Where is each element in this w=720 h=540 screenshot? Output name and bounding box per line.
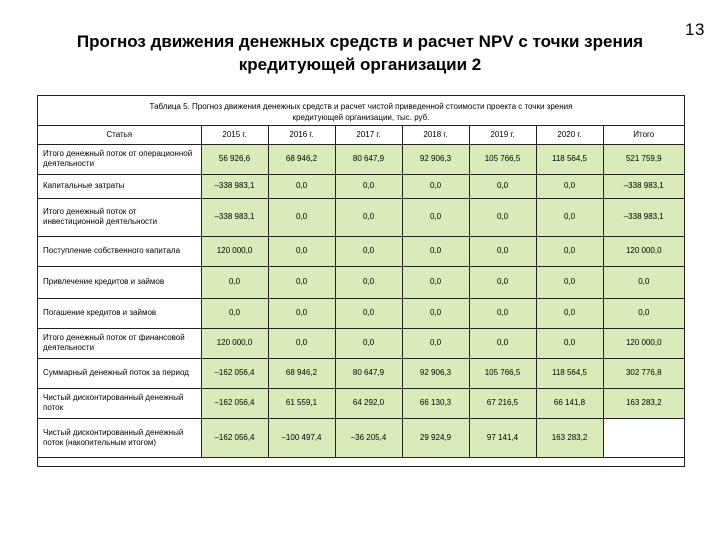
table-cell: 0,0 [402,174,469,198]
table-cell: 0,0 [469,328,536,358]
table-cell: 0,0 [268,298,335,328]
row-label: Итого денежный поток от финансовой деятельности [38,328,201,358]
table-row [38,198,684,236]
table-cell: 0,0 [268,174,335,198]
row-label: Чистый дисконтированный денежный поток (накопительным итогом) [38,418,201,457]
table-cell: 163 283,2 [603,388,684,418]
table-cell: 0,0 [268,328,335,358]
slide-title-line-1: Прогноз движения денежных средств и расчет NPV с точки зрения [76,32,644,51]
table-cell: 0,0 [335,236,402,266]
table-cell: 0,0 [402,298,469,328]
table-cell: 163 283,2 [536,418,603,457]
table-cell: 105 766,5 [469,358,536,388]
table-row [38,358,684,388]
table-cell: 92 906,3 [402,144,469,174]
table-cell: 302 776,8 [603,358,684,388]
table-cell: 0,0 [469,266,536,298]
table-cell: 0,0 [402,266,469,298]
header-cell: Статья [38,126,201,144]
header-cell: 2019 г. [469,126,536,144]
table-cell: 0,0 [536,328,603,358]
table-row [38,418,684,457]
row-label: Суммарный денежный поток за период [38,358,201,388]
table-cell: –338 983,1 [201,198,268,236]
table-cell: 80 647,9 [335,144,402,174]
table-cell: 118 564,5 [536,358,603,388]
table-cell: –100 497,4 [268,418,335,457]
table-cell: 120 000,0 [201,236,268,266]
cash-flow-table [38,126,684,458]
table-cell: 0,0 [402,198,469,236]
table-cell: 0,0 [335,174,402,198]
table-row [38,266,684,298]
table-cell: 66 141,8 [536,388,603,418]
table-cell: 120 000,0 [603,328,684,358]
row-label: Чистый дисконтированный денежный поток [38,388,201,418]
table-cell: 120 000,0 [201,328,268,358]
table-row [38,174,684,198]
table-cell: 120 000,0 [603,236,684,266]
table-cell: 0,0 [402,328,469,358]
table-cell: 0,0 [335,298,402,328]
header-cell: 2020 г. [536,126,603,144]
table-cell: 64 292,0 [335,388,402,418]
row-label: Итого денежный поток от инвестиционной деятельности [38,198,201,236]
table-body [38,144,684,457]
table-cell: 97 141,4 [469,418,536,457]
row-label: Привлечение кредитов и займов [38,266,201,298]
page-number: 13 [685,20,705,39]
cash-flow-table-frame [37,95,685,467]
table-cell: 68 946,2 [268,144,335,174]
table-cell: 0,0 [469,198,536,236]
table-cell: 0,0 [469,174,536,198]
table-cell [603,418,684,457]
table-cell: 0,0 [335,198,402,236]
table-row [38,388,684,418]
table-cell: 0,0 [268,236,335,266]
table-cell: 56 926,6 [201,144,268,174]
header-cell: 2018 г. [402,126,469,144]
table-cell: 0,0 [268,266,335,298]
table-cell: 0,0 [603,266,684,298]
table-cell: 0,0 [201,266,268,298]
table-caption-line-1: Таблица 5. Прогноз движения денежных средств и расчет чистой приведенной стоимости проекта с точки зрения [149,102,573,111]
table-cell: 0,0 [335,266,402,298]
header-cell: 2015 г. [201,126,268,144]
slide-title [40,30,680,76]
header-cell: Итого [603,126,684,144]
table-cell: –338 983,1 [603,174,684,198]
row-label: Итого денежный поток от операционной деятельности [38,144,201,174]
table-cell: 66 130,3 [402,388,469,418]
table-cell: 0,0 [536,298,603,328]
table-row [38,298,684,328]
table-cell: –162 056,4 [201,418,268,457]
table-cell: –338 983,1 [201,174,268,198]
table-cell: 118 564,5 [536,144,603,174]
table-cell: 61 559,1 [268,388,335,418]
row-label: Капитальные затраты [38,174,201,198]
table-cell: 68 946,2 [268,358,335,388]
table-cell: 80 647,9 [335,358,402,388]
table-cell: 0,0 [268,198,335,236]
table-cell: 0,0 [536,198,603,236]
header-cell: 2016 г. [268,126,335,144]
header-cell: 2017 г. [335,126,402,144]
table-cell: –162 056,4 [201,388,268,418]
table-header-row [38,126,684,144]
table-cell: 0,0 [402,236,469,266]
table-row [38,236,684,266]
table-cell: –36 205,4 [335,418,402,457]
table-cell: 0,0 [536,174,603,198]
table-cell: –338 983,1 [603,198,684,236]
table-cell: 67 216,5 [469,388,536,418]
table-cell: 0,0 [201,298,268,328]
table-caption-line-2: кредитующей организации, тыс. руб. [292,113,430,122]
table-cell: 105 766,5 [469,144,536,174]
table-cell: 0,0 [335,328,402,358]
table-cell: 92 906,3 [402,358,469,388]
table-caption [38,96,684,126]
table-cell: –162 056,4 [201,358,268,388]
row-label: Погашение кредитов и займов [38,298,201,328]
table-cell: 0,0 [469,236,536,266]
slide-title-line-2: кредитующей организации 2 [238,55,482,74]
table-cell: 0,0 [603,298,684,328]
table-cell: 0,0 [536,266,603,298]
table-cell: 0,0 [469,298,536,328]
table-row [38,328,684,358]
table-cell: 29 924,9 [402,418,469,457]
row-label: Поступление собственного капитала [38,236,201,266]
table-cell: 0,0 [536,236,603,266]
table-row [38,144,684,174]
table-cell: 521 759,9 [603,144,684,174]
